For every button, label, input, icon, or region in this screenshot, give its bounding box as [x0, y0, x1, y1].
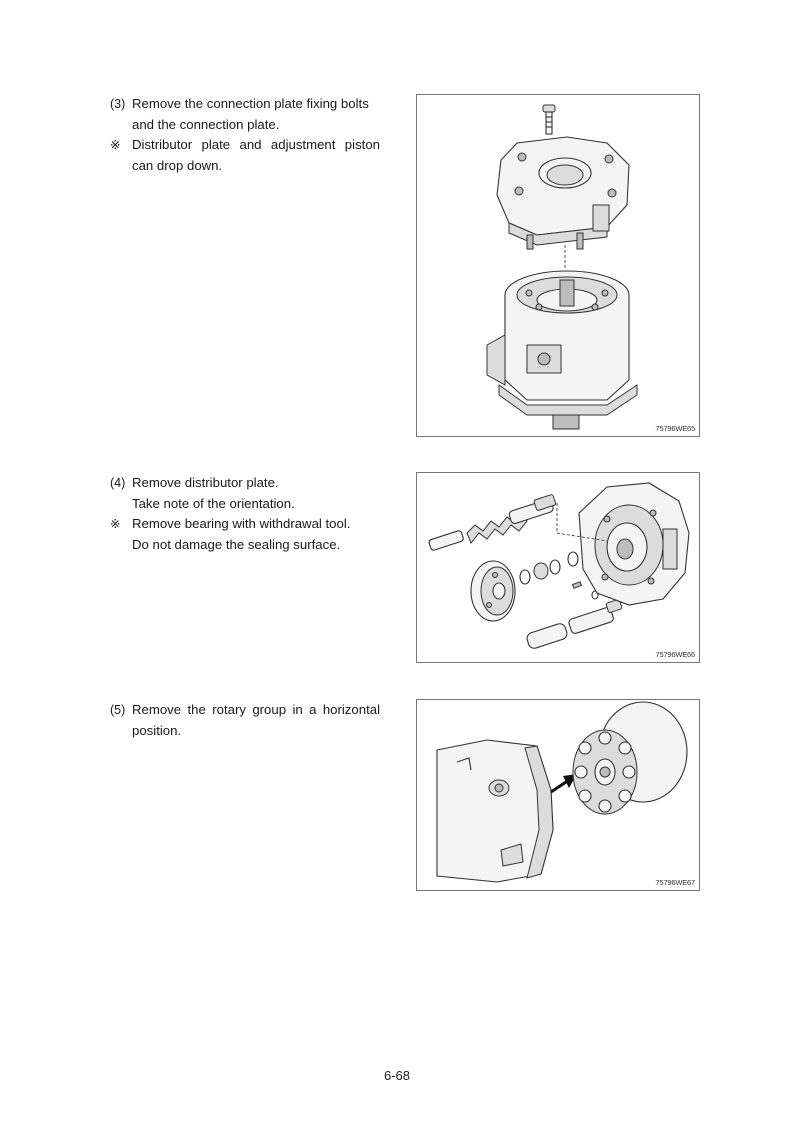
step-5	[110, 700, 380, 741]
step-3-line-1: Remove the connection plate fixing bolts	[132, 96, 369, 111]
pump-connection-plate-icon	[417, 95, 701, 438]
note-marker: ※	[110, 517, 121, 531]
figure-connection-plate	[416, 94, 700, 437]
step-5-text: Remove the rotary group in a horizontal position.	[132, 702, 380, 738]
step-3-note-text: Distributor plate and adjustment piston can drop down.	[132, 137, 380, 173]
figure-distributor-plate	[416, 472, 700, 663]
step-4-line-1: Remove distributor plate.	[132, 475, 279, 490]
step-3-line-2: and the connection plate.	[132, 116, 280, 132]
distributor-plate-exploded-icon	[417, 473, 701, 664]
step-5-instruction	[110, 700, 380, 741]
step-4-note-line-2: Do not damage the sealing surface.	[132, 536, 341, 552]
page-number: 6-68	[383, 1068, 411, 1083]
step-4-note	[110, 514, 380, 555]
step-5-number: (5)	[110, 703, 126, 717]
rotary-group-icon	[417, 700, 701, 892]
step-3-note	[110, 135, 380, 176]
figure-code: 75796WE65	[655, 424, 695, 433]
step-4-number: (4)	[110, 476, 126, 490]
step-4-instruction	[110, 473, 380, 514]
step-4-note-line-1: Remove bearing with withdrawal tool.	[132, 516, 351, 531]
note-marker: ※	[110, 138, 121, 152]
step-4	[110, 473, 380, 555]
step-3	[110, 94, 380, 176]
step-3-number: (3)	[110, 97, 126, 111]
step-4-line-2: Take note of the orientation.	[132, 495, 295, 511]
figure-code: 75796WE66	[655, 650, 695, 659]
figure-rotary-group	[416, 699, 700, 891]
step-3-instruction	[110, 94, 380, 135]
figure-code: 75796WE67	[655, 878, 695, 887]
